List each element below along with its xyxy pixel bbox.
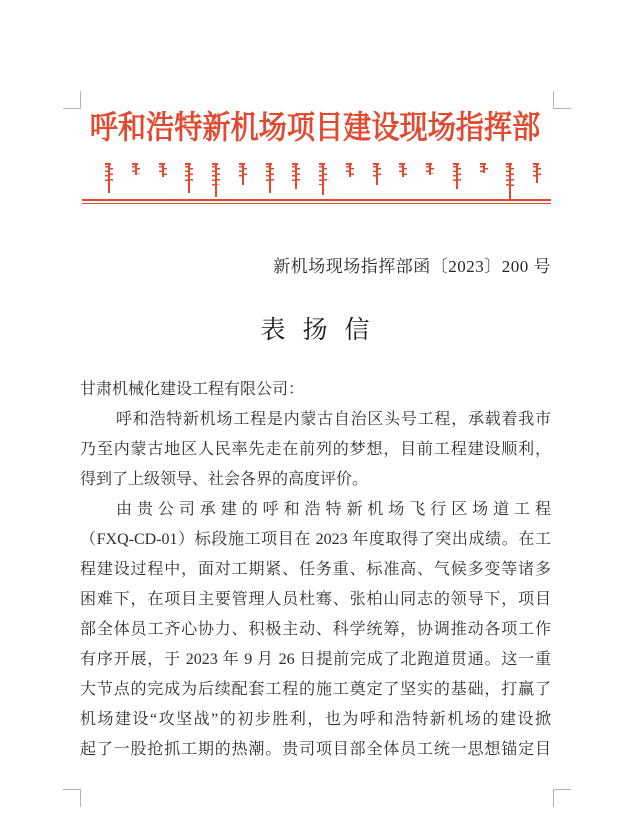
letterhead	[0, 108, 631, 146]
body-line: 乃至内蒙古地区人民率先走在前列的梦想，目前工程建设顺利，	[80, 441, 551, 458]
body-line: 呼和浩特新机场工程是内蒙古自治区头号工程，承载着我市	[116, 411, 551, 428]
crop-mark-top-left	[63, 91, 81, 109]
mongolian-glyph	[239, 163, 247, 185]
mongolian-glyph	[480, 163, 488, 173]
crop-mark-top-right	[553, 91, 571, 109]
body-line: 机场建设“攻坚战”的初步胜利，也为呼和浩特新机场的建设掀	[80, 711, 551, 728]
body-line: （FXQ-CD-01）标段施工项目在 2023 年度取得了突出成绩。在工	[80, 531, 551, 548]
body-line: 得到了上级领导、社会各界的高度评价。	[80, 471, 369, 488]
crop-mark-bottom-left	[63, 789, 81, 807]
letter-title: 表 扬 信	[260, 316, 371, 344]
crop-mark-bottom-right	[553, 789, 571, 807]
body-line: 有序开展，于 2023 年 9 月 26 日提前完成了北跑道贯通。这一重	[80, 651, 551, 668]
mongolian-glyph	[373, 163, 381, 185]
letterhead-org-name: 呼和浩特新机场项目建设现场指挥部	[90, 109, 541, 145]
mongolian-glyph	[212, 163, 220, 197]
mongolian-glyph	[533, 163, 541, 183]
body-line: 起了一股抢抓工期的热潮。贵司项目部全体员工统一思想锚定目	[80, 741, 551, 758]
mongolian-glyph	[506, 163, 514, 199]
mongolian-glyph	[453, 163, 461, 189]
mongolian-glyph	[399, 163, 407, 177]
body-line: 程建设过程中，面对工期紧、任务重、标准高、气候多变等诸多	[80, 561, 551, 578]
body-line: 由贵公司承建的呼和浩特新机场飞行区场道工程	[116, 501, 551, 518]
mongolian-script-row	[105, 163, 541, 201]
document-number: 新机场现场指挥部函〔2023〕200 号	[273, 257, 551, 276]
mongolian-glyph	[132, 163, 140, 175]
mongolian-glyph	[159, 163, 167, 177]
mongolian-glyph	[319, 163, 327, 195]
body-lines	[80, 375, 551, 765]
mongolian-glyph	[105, 163, 113, 193]
body-line: 困难下，在项目主要管理人员杜骞、张柏山同志的领导下，项目	[80, 591, 551, 608]
mongolian-glyph	[266, 163, 274, 193]
body-line: 大节点的完成为后续配套工程的施工奠定了坚实的基础，打赢了	[80, 681, 551, 698]
body-line: 部全体员工齐心协力、积极主动、科学统筹，协调推动各项工作	[80, 621, 551, 638]
mongolian-glyph	[426, 163, 434, 175]
mongolian-glyph	[292, 163, 300, 189]
mongolian-glyph	[346, 163, 354, 177]
letterhead-divider-rule	[82, 199, 551, 204]
body-line: 甘肃机械化建设工程有限公司：	[80, 381, 305, 398]
mongolian-glyph	[185, 163, 193, 193]
